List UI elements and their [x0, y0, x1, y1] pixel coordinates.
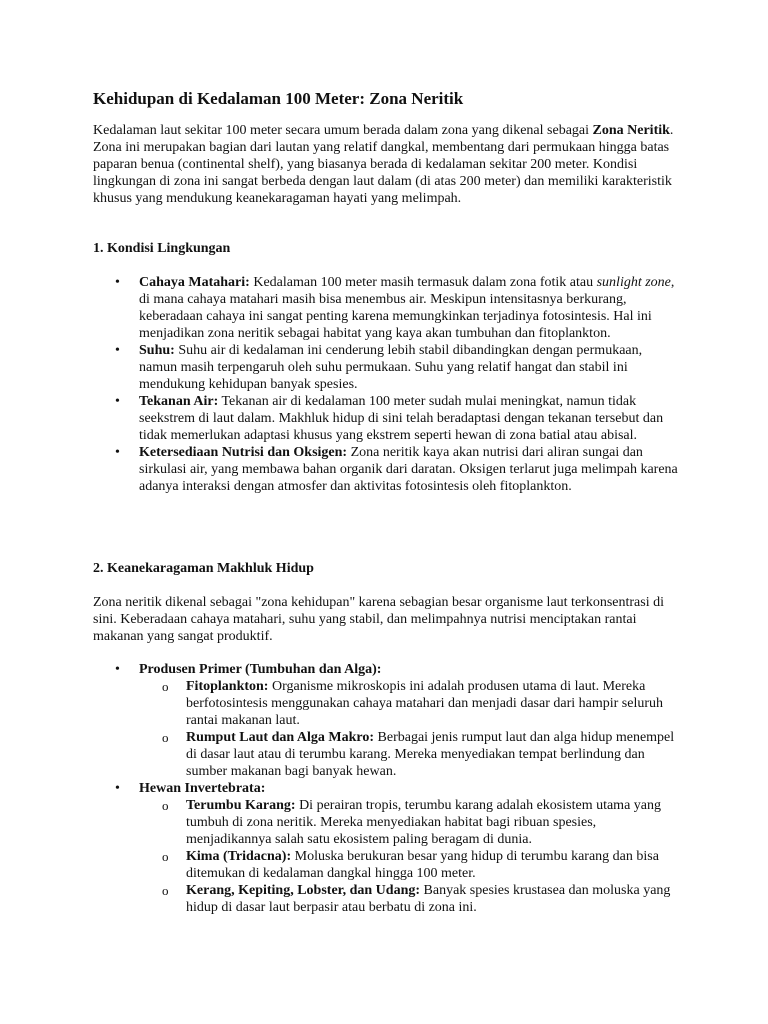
- item-text: Kedalaman 100 meter masih termasuk dalam zona fotik atau: [249, 275, 597, 290]
- list-item: [93, 661, 683, 780]
- intro-paragraph: [93, 122, 683, 207]
- list-item: [93, 444, 683, 495]
- item-label: Kima (Tridacna):: [186, 849, 292, 864]
- circle-bullet-icon: o: [162, 883, 169, 898]
- list-item: [93, 342, 683, 393]
- item-italic-term: sunlight zone: [596, 275, 671, 290]
- item-text: Banyak spesies krustasea dan moluska yang hidup di dasar laut berpasir atau berbatu di zona ini.: [186, 883, 671, 915]
- item-text: Tekanan air di kedalaman 100 meter sudah mulai meningkat, namun tidak seekstrem di laut dalam. Makhluk hidup di sini telah beradaptasi dengan tekanan tersebut dan tidak memerlukan adaptasi khusus yang ekstrem seperti hewan di zona batial atau abisal.: [139, 394, 664, 443]
- item-label: Suhu:: [139, 343, 175, 358]
- item-label: Cahaya Matahari:: [139, 275, 250, 290]
- item-text: Suhu air di kedalaman ini cenderung lebih stabil dibandingkan dengan permukaan, namun masih terpengaruh oleh suhu permukaan. Suhu yang relatif hangat dan stabil ini mendukung kehidupan banyak spesies.: [139, 343, 643, 392]
- intro-text-2: . Zona ini merupakan bagian dari lautan yang relatif dangkal, membentang dari permukaan hingga batas paparan benua (continental shelf), yang biasanya berada di kedalaman sekitar 200 meter. Kondisi lingkungan di zona ini sangat berbeda dengan laut dalam (di atas 200 meter) dan memiliki karakteristik khusus yang mendukung keanekaragaman hayati yang melimpah.: [93, 123, 674, 206]
- section2-heading: 2. Keanekaragaman Makhluk Hidup: [93, 561, 314, 576]
- sub-list-item: [139, 848, 683, 882]
- list-item: [93, 393, 683, 444]
- item-label: Kerang, Kepiting, Lobster, dan Udang:: [186, 883, 421, 898]
- group-label: Produsen Primer (Tumbuhan dan Alga):: [139, 662, 382, 677]
- item-text: Berbagai jenis rumput laut dan alga hidup menempel di dasar laut atau di terumbu karang. Mereka menyediakan tempat berlindung dan sumber makanan bagi banyak hewan.: [186, 730, 675, 779]
- circle-bullet-icon: o: [162, 849, 169, 864]
- item-label: Ketersediaan Nutrisi dan Oksigen:: [139, 445, 348, 460]
- item-text: , di mana cahaya matahari masih bisa menembus air. Meskipun intensitasnya berkurang, keberadaan cahaya ini sangat penting karena memungkinkan terjadinya fotosintesis. Hal ini menjadikan zona neritik sebagai habitat yang kaya akan tumbuhan dan fitoplankton.: [139, 275, 675, 341]
- bullet-icon: •: [115, 445, 120, 460]
- list-item: [93, 274, 683, 342]
- circle-bullet-icon: o: [162, 798, 169, 813]
- document-title: Kehidupan di Kedalaman 100 Meter: Zona Neritik: [93, 89, 464, 108]
- group-label: Hewan Invertebrata:: [139, 781, 266, 796]
- section2-intro: Zona neritik dikenal sebagai "zona kehidupan" karena sebagian besar organisme laut terkonsentrasi di sini. Keberadaan cahaya matahari, suhu yang stabil, dan melimpahnya nutrisi menciptakan rantai makanan yang sangat produktif.: [93, 595, 664, 644]
- list-item: [93, 780, 683, 916]
- circle-bullet-icon: o: [162, 679, 169, 694]
- section1-heading: 1. Kondisi Lingkungan: [93, 241, 231, 256]
- item-label: Fitoplankton:: [186, 679, 269, 694]
- circle-bullet-icon: o: [162, 730, 169, 745]
- bullet-icon: •: [115, 394, 120, 409]
- item-text: Di perairan tropis, terumbu karang adalah ekosistem utama yang tumbuh di zona neritik. Mereka menyediakan habitat bagi ribuan spesies, menjadikannya salah satu ekosistem paling beragam di dunia.: [186, 798, 661, 847]
- bullet-icon: •: [115, 781, 120, 796]
- item-text: Moluska berukuran besar yang hidup di terumbu karang dan bisa ditemukan di kedalaman dangkal hingga 100 meter.: [186, 849, 659, 881]
- intro-bold-term: Zona Neritik: [592, 123, 670, 138]
- item-text: Organisme mikroskopis ini adalah produsen utama di laut. Mereka berfotosintesis menggunakan cahaya matahari dan menjadi dasar dari hampir seluruh rantai makanan laut.: [186, 679, 663, 728]
- sub-list-item: [139, 729, 683, 780]
- sub-list-item: [139, 797, 683, 848]
- item-text: Zona neritik kaya akan nutrisi dari aliran sungai dan sirkulasi air, yang membawa bahan organik dari daratan. Oksigen terlarut juga melimpah karena adanya interaksi dengan atmosfer dan aktivitas fotosintesis oleh fitoplankton.: [139, 445, 678, 494]
- item-label: Tekanan Air:: [139, 394, 219, 409]
- bullet-icon: •: [115, 275, 120, 290]
- bullet-icon: •: [115, 343, 120, 358]
- item-label: Rumput Laut dan Alga Makro:: [186, 730, 375, 745]
- bullet-icon: •: [115, 662, 120, 677]
- sub-list: [139, 678, 683, 780]
- sub-list: [139, 797, 683, 916]
- item-label: Terumbu Karang:: [186, 798, 296, 813]
- intro-text-1: Kedalaman laut sekitar 100 meter secara umum berada dalam zona yang dikenal sebagai: [93, 123, 590, 138]
- section2-list: [93, 661, 683, 916]
- sub-list-item: [139, 678, 683, 729]
- sub-list-item: [139, 882, 683, 916]
- section1-list: [93, 274, 683, 495]
